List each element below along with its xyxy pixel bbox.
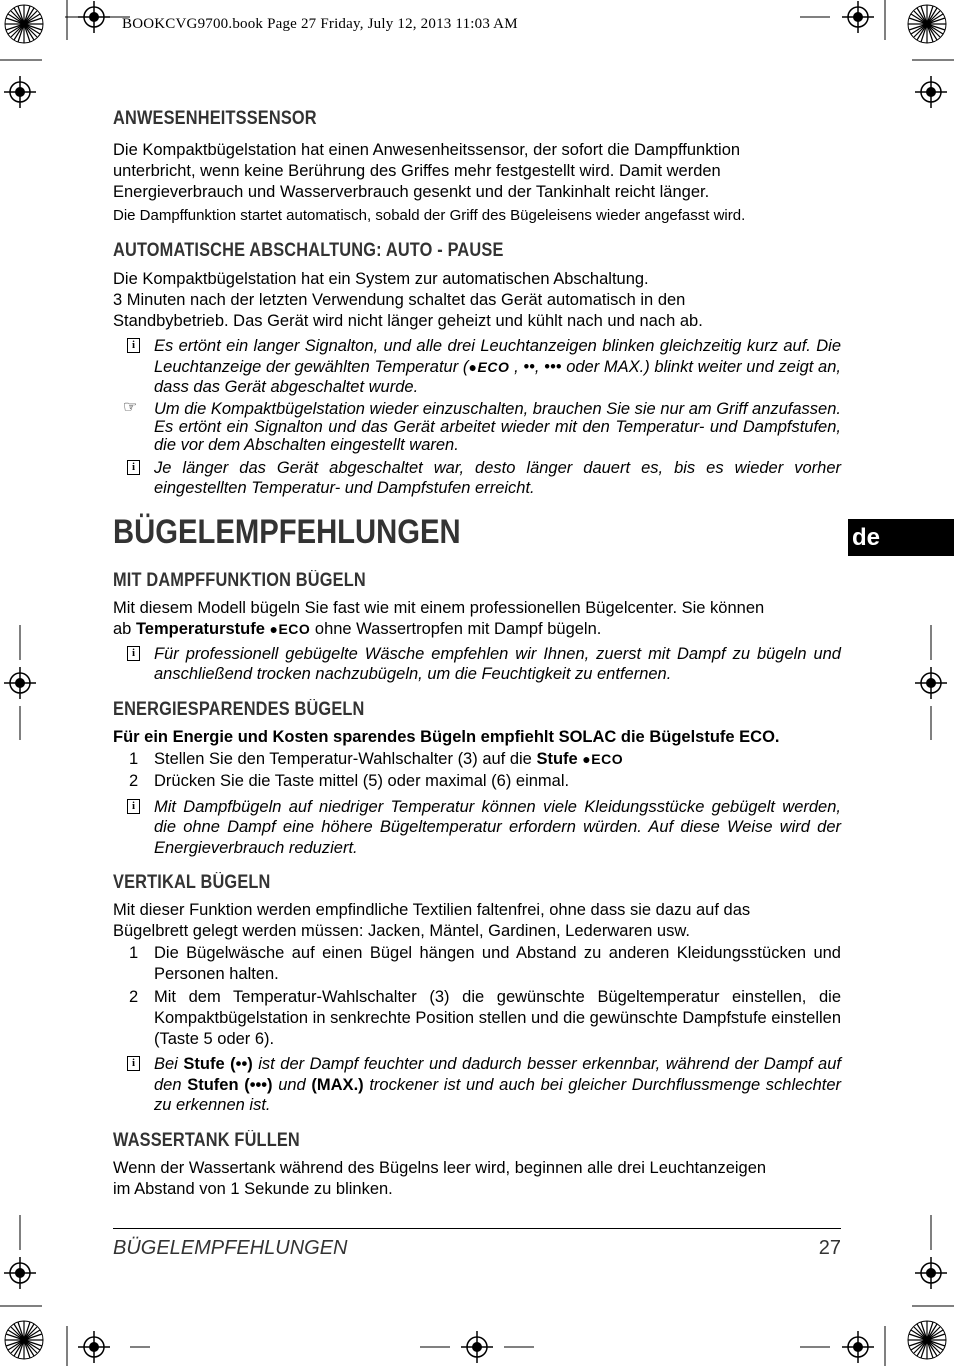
paragraph: im Abstand von 1 Sekunde zu blinken. bbox=[113, 1179, 393, 1198]
info-icon: i bbox=[127, 646, 140, 661]
page-number: 27 bbox=[818, 1237, 841, 1259]
registration-mark-icon bbox=[908, 1321, 946, 1359]
info-icon: i bbox=[127, 338, 140, 353]
section-title: ANWESENHEITSSENSOR bbox=[113, 108, 317, 129]
paragraph: Bügelbrett gelegt werden müssen: Jacken, Mäntel, Gardinen, Lederwaren usw. bbox=[113, 922, 690, 940]
registration-mark-icon bbox=[78, 1331, 110, 1363]
paragraph: Die Kompaktbügelstation hat ein System zur automatischen Abschaltung. bbox=[113, 270, 649, 288]
footer-divider bbox=[113, 1228, 841, 1229]
paragraph: Die Dampffunktion startet automatisch, sobald der Griff des Bügeleisens wieder angefasst wird. bbox=[113, 207, 746, 224]
paragraph: Standbybetrieb. Das Gerät wird nicht länger geheizt und kühlt nach und nach ab. bbox=[113, 312, 703, 330]
section-title: WASSERTANK FÜLLEN bbox=[113, 1129, 300, 1151]
eco-symbol: ●ECO bbox=[468, 358, 510, 375]
footer-title: BÜGELEMPFEHLUNGEN bbox=[113, 1237, 348, 1259]
paragraph: Mit diesem Modell bügeln Sie fast wie mit einem professionellen Bügelcenter. Sie können bbox=[113, 598, 765, 617]
info-icon: i bbox=[127, 460, 140, 475]
list-item: 1 Die Bügelwäsche auf einen Bügel hängen und Abstand zu anderen Kleidungsstücken und Personen halten. bbox=[129, 944, 841, 983]
section-title: AUTOMATISCHE ABSCHALTUNG: AUTO - PAUSE bbox=[113, 240, 504, 261]
paragraph: 3 Minuten nach der letzten Verwendung schaltet das Gerät automatisch in den bbox=[113, 291, 686, 309]
registration-mark-icon bbox=[915, 667, 947, 699]
list-item: 2 Mit dem Temperatur-Wahlschalter (3) die gewünschte Bügeltemperatur einstellen, die Kompaktbügelstation in senkrechte Position stellen und die gewünschte Dampfstufe einstellen (Taste 5 oder 6). bbox=[129, 988, 841, 1048]
hint-note: ☞ Um die Kompaktbügelstation wieder einzuschalten, brauchen Sie sie nur am Griff anzufassen. Es ertönt ein Signalton und das Gerät arbeitet wieder mit den Temperatur- und Dampfstufen, die vor dem Abschalten eingestellt waren. bbox=[123, 398, 841, 454]
registration-mark-icon bbox=[908, 5, 946, 43]
pointing-hand-icon: ☞ bbox=[123, 398, 138, 416]
registration-mark-icon bbox=[5, 5, 43, 43]
paragraph: Die Kompaktbügelstation hat einen Anwesenheitssensor, der sofort die Dampffunktion bbox=[113, 141, 741, 159]
info-icon: i bbox=[127, 1056, 140, 1071]
page-title: BÜGELEMPFEHLUNGEN bbox=[113, 512, 461, 551]
registration-mark-icon bbox=[5, 1321, 43, 1359]
list-item: 2 Drücken Sie die Taste mittel (5) oder maximal (6) einmal. bbox=[129, 771, 570, 790]
info-note: i Bei Stufe (••) ist der Dampf feuchter und dadurch besser erkennbar, während der Dampf auf den Stufen (•••) und (MAX.) trockener ist und auch bei gleicher Durchflussmenge schlechter zu erkennen ist. bbox=[113, 1054, 841, 1116]
language-tab: de bbox=[848, 519, 954, 556]
info-note: i Für professionell gebügelte Wäsche empfehlen wir Ihnen, zuerst mit Dampf zu bügeln und anschließend trocken nachzubügeln, um die Feuchtigkeit zu entfernen. bbox=[113, 644, 841, 685]
registration-mark-icon bbox=[915, 1257, 947, 1289]
paragraph: ab Temperaturstufe ●ECO ohne Wassertropfen mit Dampf bügeln. bbox=[113, 619, 602, 638]
registration-mark-icon bbox=[4, 1257, 36, 1289]
info-note: i Je länger das Gerät abgeschaltet war, desto länger dauert es, bis es wieder vorher eingestellten Temperatur- und Dampfstufen erreicht. bbox=[113, 458, 841, 499]
list-item: 1 Stellen Sie den Temperatur-Wahlschalter (3) auf die Stufe ●ECO bbox=[129, 749, 624, 768]
book-header: BOOKCVG9700.book Page 27 Friday, July 12, 2013 11:03 AM bbox=[122, 16, 518, 32]
paragraph: Wenn der Wassertank während des Bügelns leer wird, beginnen alle drei Leuchtanzeigen bbox=[113, 1158, 767, 1177]
paragraph: Mit dieser Funktion werden empfindliche Textilien faltenfrei, ohne dass sie dazu auf das bbox=[113, 901, 751, 919]
info-note: i Es ertönt ein langer Signalton, und alle drei Leuchtanzeigen blinken gleichzeitig kurz auf. Die Leuchtanzeige der gewählten Temperatur (●ECO , ••, ••• oder MAX.) blinkt weiter und zeigt an, dass das Gerät abgeschaltet wurde. bbox=[113, 336, 841, 398]
paragraph: unterbricht, wenn keine Berührung des Griffes mehr festgestellt wird. Damit werden bbox=[113, 162, 721, 180]
paragraph: Energieverbrauch und Wasserverbrauch gesenkt und der Tankinhalt reicht länger. bbox=[113, 183, 710, 201]
registration-mark-icon bbox=[915, 76, 947, 108]
registration-mark-icon bbox=[842, 1, 874, 33]
registration-mark-icon bbox=[4, 76, 36, 108]
registration-mark-icon bbox=[461, 1331, 493, 1363]
eco-symbol: ●ECO bbox=[582, 750, 624, 767]
section-title: MIT DAMPFFUNKTION BÜGELN bbox=[113, 569, 366, 591]
lead-paragraph: Für ein Energie und Kosten sparendes Bügeln empfiehlt SOLAC die Bügelstufe ECO. bbox=[113, 727, 780, 746]
info-note: i Mit Dampfbügeln auf niedriger Temperatur können viele Kleidungsstücke gebügelt werden, die ohne Dampf eine höhere Bügeltemperatur erfordern würden. Auf diese Weise wird der Energieverbrauch reduziert. bbox=[113, 797, 841, 859]
info-icon: i bbox=[127, 799, 140, 814]
section-title: VERTIKAL BÜGELN bbox=[113, 872, 271, 893]
eco-symbol: ●ECO bbox=[269, 620, 311, 637]
page-content bbox=[113, 106, 841, 1200]
section-title: ENERGIESPARENDES BÜGELN bbox=[113, 698, 365, 720]
registration-mark-icon bbox=[4, 667, 36, 699]
registration-mark-icon bbox=[842, 1331, 874, 1363]
